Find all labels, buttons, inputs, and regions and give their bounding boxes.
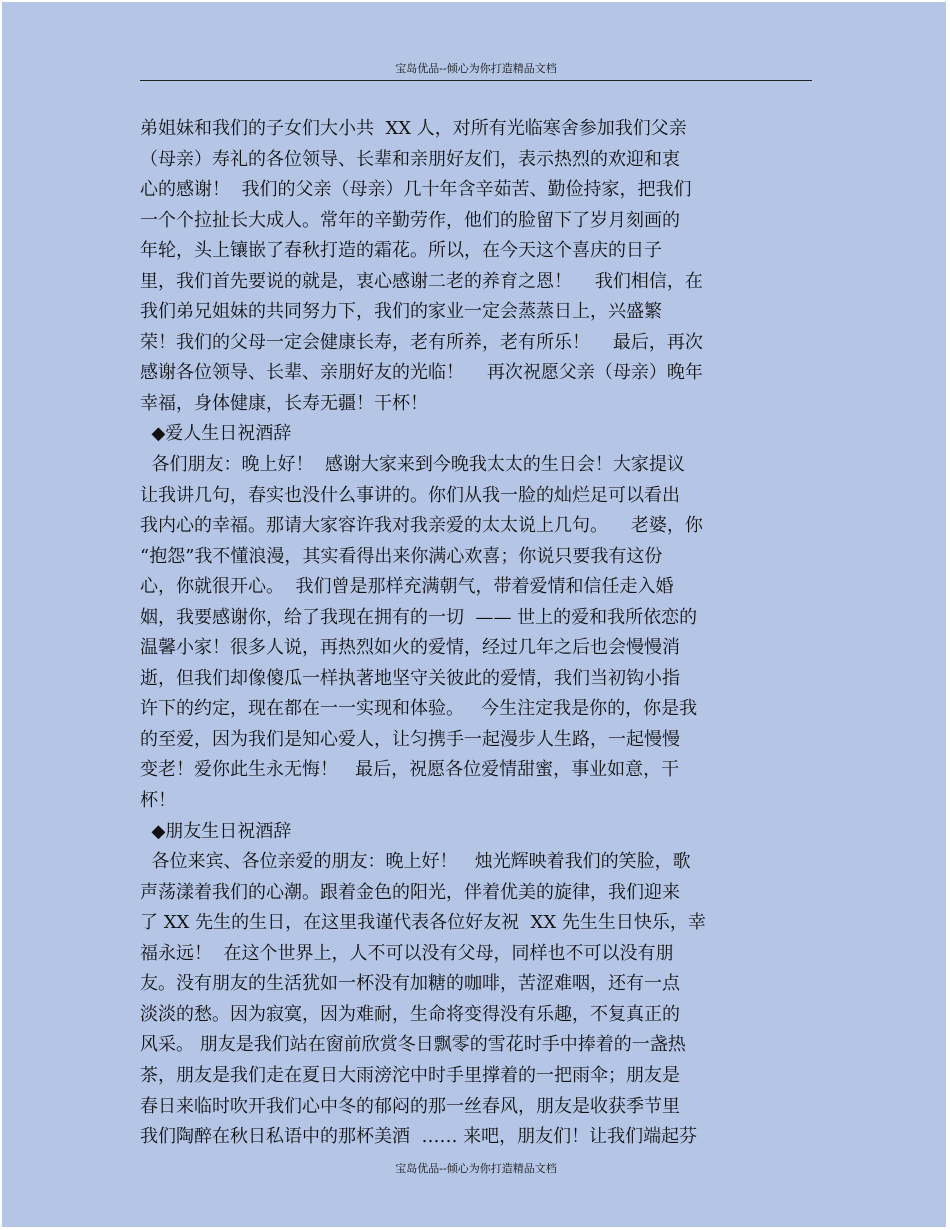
text-line: （母亲）寿礼的各位领导、长辈和亲朋好友们，表示热烈的欢迎和衷 — [140, 148, 680, 170]
text-line: 友。没有朋友的生活犹如一杯没有加糖的咖啡，苦涩难咽，还有一点 — [140, 973, 680, 995]
body-text — [140, 114, 820, 1153]
text-line: 我们陶醉在秋日私语中的那杯美酒 …… 来吧，朋友们！让我们端起芬 — [140, 1126, 698, 1148]
text-line: 许下的约定，现在都在一一实现和体验。 今生注定我是你的，你是我 — [140, 698, 698, 720]
text-line: 风采。 朋友是我们站在窗前欣赏冬日飘零的雪花时手中捧着的一盏热 — [140, 1034, 686, 1056]
text-line: ◆爱人生日祝酒辞 — [140, 423, 292, 445]
text-line: 心，你就很开心。 我们曾是那样充满朝气，带着爱情和信任走入婚 — [140, 576, 674, 598]
document-page — [2, 2, 946, 1227]
text-line: 让我讲几句，春实也没什么事讲的。你们从我一脸的灿烂足可以看出 — [140, 484, 680, 506]
text-line: 变老！爱你此生永无悔！ 最后，祝愿各位爱情甜蜜，事业如意，干 — [140, 759, 680, 781]
text-line: “抱怨”我不懂浪漫，其实看得出来你满心欢喜；你说只要我有这份 — [140, 545, 663, 567]
text-line: 一个个拉扯长大成人。常年的辛勤劳作，他们的脸留下了岁月刻画的 — [140, 209, 680, 231]
text-line: 我们弟兄姐妹的共同努力下，我们的家业一定会蒸蒸日上，兴盛繁 — [140, 301, 662, 323]
text-line: 里，我们首先要说的就是，衷心感谢二老的养育之恩！ 我们相信，在 — [140, 270, 703, 292]
text-line: 杯！ — [140, 790, 176, 812]
text-line: 了 XX 先生的生日，在这里我谨代表各位好友祝 XX 先生生日快乐，幸 — [140, 912, 706, 934]
text-line: 荣！我们的父母一定会健康长寿，老有所养，老有所乐！ 最后，再次 — [140, 331, 703, 353]
text-line: 心的感谢！ 我们的父亲（母亲）几十年含辛茹苦、勤俭持家，把我们 — [140, 179, 692, 201]
text-line: ◆朋友生日祝酒辞 — [140, 820, 292, 842]
text-line: 感谢各位领导、长辈、亲朋好友的光临！ 再次祝愿父亲（母亲）晚年 — [140, 362, 703, 384]
text-line: 各位来宾、各位亲爱的朋友：晚上好！ 烛光辉映着我们的笑脸，歌 — [140, 851, 691, 873]
text-line: 我内心的幸福。那请大家容许我对我亲爱的太太说上几句。 老婆，你 — [140, 515, 703, 537]
text-line: 茶，朋友是我们走在夏日大雨滂沱中时手里撑着的一把雨伞；朋友是 — [140, 1064, 680, 1086]
text-line: 的至爱，因为我们是知心爱人，让匀携手一起漫步人生路，一起慢慢 — [140, 728, 680, 750]
page-header: 宝岛优品--倾心为你打造精品文档 — [140, 60, 812, 81]
text-line: 各们朋友：晚上好！ 感谢大家来到今晚我太太的生日会！大家提议 — [140, 454, 685, 476]
text-line: 福永远！ 在这个世界上，人不可以没有父母，同样也不可以没有朋 — [140, 942, 674, 964]
text-line: 声荡漾着我们的心潮。跟着金色的阳光，伴着优美的旋律，我们迎来 — [140, 881, 680, 903]
text-line: 弟姐妹和我们的子女们大小共 XX 人，对所有光临寒舍参加我们父亲 — [140, 118, 687, 139]
text-line: 温馨小家！很多人说，再热烈如火的爱情，经过几年之后也会慢慢消 — [140, 637, 680, 659]
text-line: 幸福，身体健康，长寿无疆！干杯！ — [140, 392, 428, 414]
text-line: 逝，但我们却像傻瓜一样执著地坚守关彼此的爱情，我们当初钩小指 — [140, 667, 680, 689]
text-line: 年轮，头上镶嵌了春秋打造的霜花。所以，在今天这个喜庆的日子 — [140, 240, 662, 262]
text-line: 淡淡的愁。因为寂寞，因为难耐，生命将变得没有乐趣，不复真正的 — [140, 1003, 680, 1025]
page-footer: 宝岛优品--倾心为你打造精品文档 — [395, 1162, 557, 1175]
text-line: 姻，我要感谢你，给了我现在拥有的一切 —— 世上的爱和我所依恋的 — [140, 606, 698, 628]
text-line: 春日来临时吹开我们心中冬的郁闷的那一丝春风，朋友是收获季节里 — [140, 1095, 680, 1117]
